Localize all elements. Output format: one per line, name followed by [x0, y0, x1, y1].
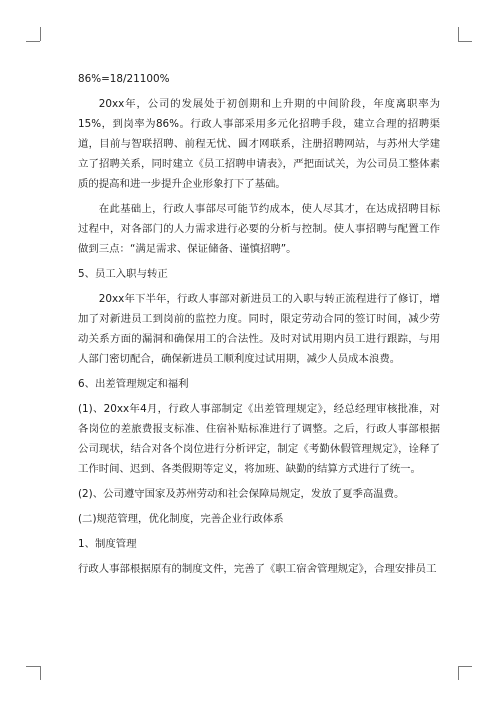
paragraph-travel-rules: (1)、20xx年4月，行政人事部制定《出差管理规定》，经总经理审核批准，对各岗位的差旅费报支标准、住宿补贴标准进行了调整。之后，行政人事部根据公司现状，结合对各个岗位进行分析评定，制定《考勤休假管理规定》，诠释了工作时间、迟到、各类假期等定义，将加班、缺勤的结算方式进行了统一。	[78, 403, 440, 475]
paragraph-recruitment-cost-control: 在此基础上，行政人事部尽可能节约成本，使人尽其才，在达成招聘目标过程中，对各部门的人力需求进行必要的分析与控制。使人事招聘与配置工作做到三点：“满足需求、保证储备、谨慎招聘”。	[78, 203, 440, 255]
crop-mark-top-left-v	[40, 27, 41, 41]
paragraph-onboarding: 20xx年下半年，行政人事部对新进员工的入职与转正流程进行了修订，增加了对新进员工到岗前的监控力度。同时，限定劳动合同的签订时间，减少劳动关系方面的漏洞和确保用工的合法性。及时对试用期内员工进行跟踪，与用人部门密切配合，确保新进员工顺利度过试用期，减少人员成本浪费。	[78, 293, 440, 365]
paragraph-summer-allowance: (2)、公司遵守国家及苏州劳动和社会保障局规定，发放了夏季高温费。	[78, 488, 405, 500]
section-heading-onboarding: 5、员工入职与转正	[78, 268, 168, 280]
crop-mark-top-right-h	[458, 41, 472, 42]
section-heading-rules-management: 1、制度管理	[78, 538, 137, 550]
crop-mark-top-left-h	[26, 41, 40, 42]
paragraph-recruitment-summary: 20xx年，公司的发展处于初创期和上升期的中间阶段，年度离职率为15%，到岗率为86%。行政人事部采用多元化招聘手段，建立合理的招聘渠道，目前与智联招聘、前程无忧、圆才网联系，注册招聘网站，与苏州大学建立了招聘关系，同时建立《员工招聘申请表》，严把面试关，为公司员工整体素质的提高和进一步提升企业形象打下了基础。	[78, 98, 440, 190]
crop-mark-top-right-v	[458, 27, 459, 41]
document-body	[78, 69, 440, 584]
section-heading-standardize-management: (二)规范管理，优化制度，完善企业行政体系	[78, 513, 284, 525]
formula-line: 86%=18/21100%	[78, 73, 170, 85]
crop-mark-bottom-right-h	[458, 666, 472, 667]
crop-mark-bottom-left-h	[26, 666, 40, 667]
paragraph-rules-management: 行政人事部根据原有的制度文件，完善了《职工宿舍管理规定》，合理安排员工	[78, 563, 437, 575]
crop-mark-bottom-left-v	[40, 666, 41, 680]
crop-mark-bottom-right-v	[458, 666, 459, 680]
section-heading-travel-welfare: 6、出差管理规定和福利	[78, 378, 189, 390]
